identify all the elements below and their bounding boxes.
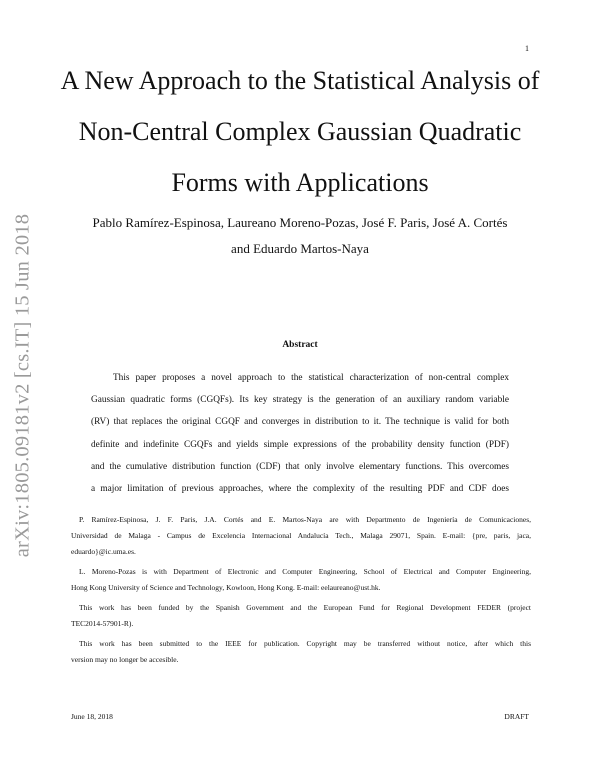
abstract-line: and the cumulative distribution function (CDF) that only involve elementary functions. This overcomes xyxy=(91,461,509,472)
abstract-line: (RV) that replaces the original CGQF and converges in distribution to it. The technique is valid for both xyxy=(91,417,509,428)
page-number: 1 xyxy=(525,44,529,53)
author-line: Pablo Ramírez-Espinosa, Laureano Moreno-Pozas, José F. Paris, José A. Cortés xyxy=(92,215,508,230)
author-list xyxy=(60,210,540,262)
footnote-line: P. Ramírez-Espinosa, J. F. Paris, J.A. Cortés and E. Martos-Naya are with Departmento de Ingeniería de Comunicaciones, xyxy=(79,515,531,524)
footnote-affiliation-uma xyxy=(71,512,531,560)
footnote-funding xyxy=(71,600,531,632)
footnote-line: L. Moreno-Pozas is with Department of Electronic and Computer Engineering, School of Electrical and Computer Engineering, xyxy=(79,567,531,576)
abstract-line: definite and indefinite CGQFs and yields simple expressions of the probability density function (PDF) xyxy=(91,439,509,450)
paper-title xyxy=(60,55,540,208)
abstract-heading: Abstract xyxy=(282,340,318,350)
abstract-line: This paper proposes a novel approach to the statistical characterization of non-central complex xyxy=(113,373,509,383)
footnote-affiliation-hkust xyxy=(71,564,531,596)
footnote-line: version may no longer be accesible. xyxy=(71,655,179,664)
abstract-line: a major limitation of previous approaches, where the complexity of the resulting PDF and CDF does xyxy=(91,484,509,495)
arxiv-stamp xyxy=(8,215,38,555)
footer-draft-label: DRAFT xyxy=(504,712,529,721)
footnote-copyright xyxy=(71,636,531,668)
title-line: Forms with Applications xyxy=(171,168,429,197)
arxiv-id: arXiv:1805.09181v2 [cs.IT] 15 Jun 2018 xyxy=(11,213,34,557)
abstract-body xyxy=(91,367,509,500)
footnote-line: eduardo}@ic.uma.es. xyxy=(71,547,136,556)
author-line: and Eduardo Martos-Naya xyxy=(231,241,369,256)
title-line: A New Approach to the Statistical Analysis of xyxy=(60,66,540,95)
footnote-line: TEC2014-57901-R). xyxy=(71,619,134,628)
footnote-line: This work has been funded by the Spanish Government and the European Fund for Regional Development FEDER (project xyxy=(79,603,531,612)
footer-date: June 18, 2018 xyxy=(71,712,113,721)
title-line: Non-Central Complex Gaussian Quadratic xyxy=(78,117,522,146)
footnote-line: This work has been submitted to the IEEE for publication. Copyright may be transferred without notice, after which this xyxy=(79,639,531,648)
footnote-line: Universidad de Malaga - Campus de Excelencia Internacional Andalucía Tech., Malaga 29071, Spain. E-mail: {pre, paris, jaca, xyxy=(71,531,531,540)
footnote-line: Hong Kong University of Science and Technology, Kowloon, Hong Kong. E-mail: eelaureano@ust.hk. xyxy=(71,583,381,592)
footnotes xyxy=(71,512,531,672)
abstract-line: Gaussian quadratic forms (CGQFs). Its key strategy is the generation of an auxiliary random variable xyxy=(91,395,509,406)
